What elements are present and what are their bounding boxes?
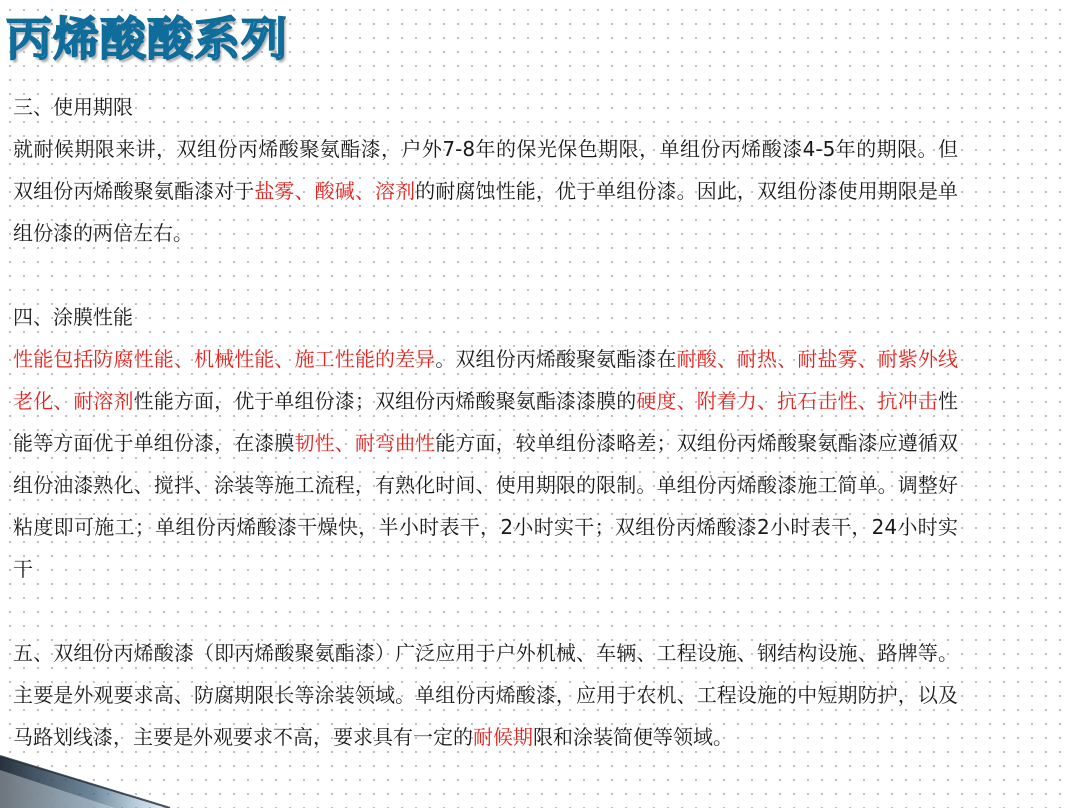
slide-body	[13, 86, 958, 758]
text-run: 性能等方面优于单组份漆，在漆膜	[13, 389, 959, 455]
text-run: 能方面，较单组份漆略差；双组份丙烯酸聚氨酯漆应遵循双组份油漆熟化、搅拌、涂装等施工流程，有熟化时间、使用期限的限制。单组份丙烯酸漆施工简单。调整好粘度即可施工；单组份丙烯酸漆干燥快，半小时表干，2小时实干；双组份丙烯酸漆2小时表干，24小时实干	[13, 431, 959, 581]
section-paragraph	[13, 128, 958, 254]
text-run: 的耐腐蚀性能，优于单组份漆。因此，双组份漆使用期限是单组份漆的两倍左右。	[13, 179, 959, 245]
text-run: 。双组份丙烯酸聚氨酯漆在	[435, 347, 677, 371]
section-heading: 三、使用期限	[13, 95, 133, 119]
corner-edge-line	[0, 756, 170, 808]
spacer	[13, 590, 958, 632]
text-run: 性能方面，优于单组份漆；双组份丙烯酸聚氨酯漆漆膜的	[133, 389, 637, 413]
section-paragraph	[13, 632, 958, 758]
section-heading: 四、涂膜性能	[13, 305, 133, 329]
section-applications	[13, 632, 958, 758]
section-usage-period	[13, 86, 958, 254]
highlight-run: 性能包括防腐性能、机械性能、施工性能的差异	[13, 347, 436, 371]
spacer	[13, 254, 958, 296]
highlight-run: 韧性、耐弯曲性	[294, 431, 436, 455]
section-paragraph	[13, 338, 958, 590]
section-film-performance	[13, 296, 958, 590]
highlight-run: 耐候期	[473, 725, 533, 749]
text-run: 五、双组份丙烯酸漆（即丙烯酸聚氨酯漆）广泛应用于户外机械、车辆、工程设施、钢结构设施、路牌等。主要是外观要求高、防腐期限长等涂装领域。单组份丙烯酸漆，应用于农机、工程设施的中短期防护，以及马路划线漆，主要是外观要求不高，要求具有一定的	[13, 641, 958, 749]
corner-shape-dark	[0, 756, 170, 808]
slide-title: 丙烯酸酸系列	[6, 12, 288, 66]
highlight-run: 硬度、附着力、抗石击性、抗冲击	[636, 389, 939, 413]
highlight-run: 盐雾、酸碱、溶剂	[254, 179, 416, 203]
highlight-run: 耐酸、耐热、耐盐雾、耐紫外线老化、耐溶剂	[13, 347, 959, 413]
text-run: 就耐候期限来讲，双组份丙烯酸聚氨酯漆，户外7-8年的保光保色期限，单组份丙烯酸漆4-5年的期限。但双组份丙烯酸聚氨酯漆对于	[13, 137, 958, 203]
corner-shape-light	[0, 770, 115, 808]
text-run: 限和涂装简便等领域。	[533, 725, 733, 749]
